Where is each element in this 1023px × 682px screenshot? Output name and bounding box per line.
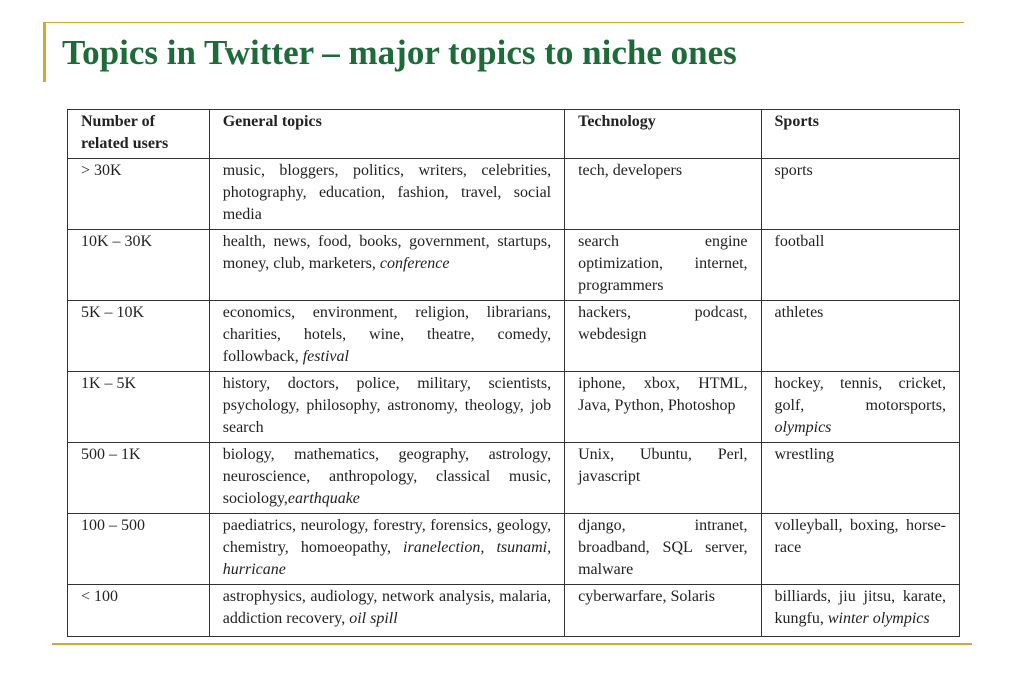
table-row — [68, 514, 960, 585]
sports-cell — [761, 443, 959, 514]
general-topics-text: astrophysics, audiology, network analysis, malaria, addiction recovery, — [222, 588, 552, 627]
general-topics-cell — [209, 443, 564, 514]
sports-text: football — [774, 233, 825, 250]
count-cell: 1K – 5K — [68, 372, 210, 443]
table-row — [68, 585, 960, 637]
count-cell: 500 – 1K — [68, 443, 210, 514]
general-topics-text: biology, mathematics, geography, astrology, neuroscience, anthropology, classical music, sociology, — [222, 446, 552, 507]
general-topics-cell — [209, 372, 564, 443]
header-sports: Sports — [761, 110, 959, 159]
technology-cell: iphone, xbox, HTML, Java, Python, Photoshop — [565, 372, 761, 443]
technology-cell: hackers, podcast, webdesign — [565, 301, 761, 372]
general-topics-text: music, bloggers, politics, writers, celebrities, photography, education, fashion, travel, social media — [222, 162, 552, 223]
table-row — [68, 230, 960, 301]
sports-cell — [761, 372, 959, 443]
topics-table — [67, 109, 960, 637]
general-topics-cell — [209, 585, 564, 637]
sports-text: hockey, tennis, cricket, golf, motorsports, — [774, 375, 946, 414]
sports-cell — [761, 230, 959, 301]
technology-cell: cyberwarfare, Solaris — [565, 585, 761, 637]
general-topics-italic: earthquake — [287, 490, 360, 507]
count-cell: > 30K — [68, 159, 210, 230]
count-cell: 10K – 30K — [68, 230, 210, 301]
general-topics-cell — [209, 159, 564, 230]
technology-cell: tech, developers — [565, 159, 761, 230]
technology-cell: search engine optimization, internet, programmers — [565, 230, 761, 301]
sports-text: athletes — [774, 304, 824, 321]
general-topics-text: paediatrics, neurology, forestry, forensics, geology, chemistry, homoeopathy, — [222, 517, 552, 556]
sports-cell — [761, 159, 959, 230]
general-topics-italic: oil spill — [349, 610, 398, 627]
sports-cell — [761, 301, 959, 372]
table-row — [68, 372, 960, 443]
general-topics-text: history, doctors, police, military, scientists, psychology, philosophy, astronomy, theology, job search — [222, 375, 552, 436]
top-accent-line — [43, 22, 964, 23]
table-row — [68, 159, 960, 230]
sports-cell — [761, 514, 959, 585]
general-topics-italic: conference — [379, 255, 450, 272]
left-accent-bar — [43, 22, 46, 82]
general-topics-cell — [209, 230, 564, 301]
count-cell: < 100 — [68, 585, 210, 637]
sports-cell — [761, 585, 959, 637]
technology-cell: Unix, Ubuntu, Perl, javascript — [565, 443, 761, 514]
slide-title: Topics in Twitter – major topics to niche ones — [62, 33, 737, 72]
general-topics-text: economics, environment, religion, librarians, charities, hotels, wine, theatre, comedy, followback, — [222, 304, 552, 365]
count-cell: 100 – 500 — [68, 514, 210, 585]
header-number-of-related-users: Number of related users — [68, 110, 210, 159]
table-row — [68, 301, 960, 372]
general-topics-cell — [209, 301, 564, 372]
header-row — [68, 110, 960, 159]
sports-italic: winter olympics — [827, 610, 930, 627]
sports-text: wrestling — [774, 446, 835, 463]
sports-text: sports — [774, 162, 813, 179]
count-cell: 5K – 10K — [68, 301, 210, 372]
sports-text: billiards, jiu jitsu, karate, kungfu, — [774, 588, 946, 627]
bottom-accent-line — [52, 643, 972, 645]
general-topics-cell — [209, 514, 564, 585]
sports-text: volleyball, boxing, horse-race — [774, 517, 946, 556]
general-topics-text: health, news, food, books, government, startups, money, club, marketers, — [222, 233, 552, 272]
header-general-topics: General topics — [209, 110, 564, 159]
table-row — [68, 443, 960, 514]
general-topics-italic: iranelection, tsunami, hurricane — [222, 539, 552, 578]
technology-cell: django, intranet, broadband, SQL server, malware — [565, 514, 761, 585]
general-topics-italic: festival — [302, 348, 349, 365]
header-technology: Technology — [565, 110, 761, 159]
sports-italic: olympics — [774, 419, 832, 436]
